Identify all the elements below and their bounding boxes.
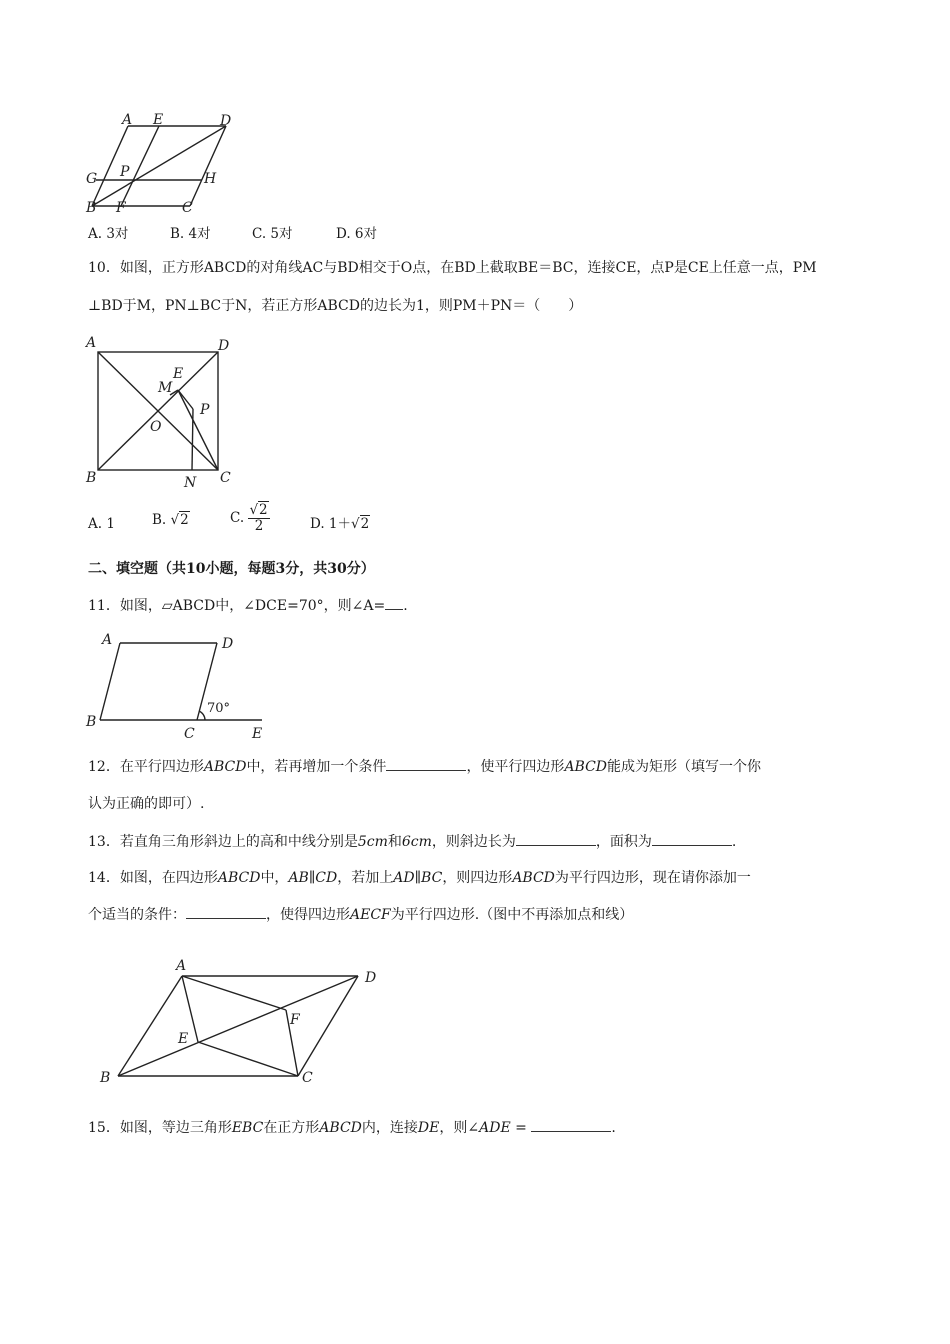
q12-line-1: 12．在平行四边形ABCD中，若再增加一个条件 ，使平行四边形ABCD能成为矩形（填写一个你 [88,759,762,775]
label-A: A [86,335,97,351]
label-M: M [158,380,173,396]
section-heading-fill-in: 二、填空题（共10小题，每题3分，共30分） [88,561,375,577]
label-D: D [222,636,234,652]
figure-q9-parallelogram [82,112,232,214]
label-B: B [86,714,97,730]
q11-text: 11．如图，▱ABCD中，∠DCE=70°，则∠A= . [88,598,408,614]
q10-option-d [310,512,370,532]
q10-option-d-prefix: D. 1＋ [310,516,352,532]
label-G: G [86,171,98,187]
label-A: A [176,958,187,974]
label-D: D [220,113,232,129]
answer-blank[interactable] [652,832,732,846]
label-B: B [86,200,97,214]
q10-option-c [230,503,270,534]
label-A: A [102,632,113,648]
q10-option-a: A. 1 [88,516,115,532]
q14-line-1: 14．如图，在四边形ABCD中，AB∥CD，若加上AD∥BC，则四边形ABCD为平行四边形，现在请你添加一 [88,870,751,886]
label-E: E [173,366,184,382]
answer-blank[interactable] [516,832,596,846]
answer-blank[interactable] [385,596,403,610]
figure-q14-parallelogram [92,954,392,1088]
label-A: A [122,112,133,128]
q9-option-a: A. 3对 [88,226,129,242]
q10-line-1: 10．如图，正方形ABCD的对角线AC与BD相交于O点，在BD上截取BE＝BC，连接CE，点P是CE上任意一点，PM [88,260,817,276]
label-E: E [178,1031,189,1047]
q12-line-2: 认为正确的即可）. [88,796,205,812]
q15-text: 15．如图，等边三角形EBC在正方形ABCD内，连接DE，则∠ADE = . [88,1120,616,1136]
q10-option-b-prefix: B. [152,512,171,528]
label-D: D [218,338,230,354]
angle-70: 70° [207,701,231,716]
label-N: N [184,475,197,491]
label-D: D [365,970,377,986]
label-P: P [200,402,210,418]
answer-blank[interactable] [531,1118,611,1132]
label-P: P [120,164,130,180]
label-F: F [290,1012,300,1028]
label-C: C [182,200,193,214]
q10-option-b [152,512,190,528]
q9-option-d: D. 6对 [336,226,378,242]
q10-option-c-prefix: C. [230,510,249,526]
q9-option-c: C. 5对 [252,226,293,242]
label-E: E [153,112,164,128]
label-C: C [302,1070,313,1086]
label-C: C [184,726,195,742]
parallelogram-symbol: ▱ [161,598,173,614]
answer-blank[interactable] [386,757,466,771]
label-B: B [100,1070,111,1086]
figure-q10-square [80,330,240,492]
figure-q11-parallelogram [82,628,272,744]
label-H: H [204,171,217,187]
label-C: C [220,470,231,486]
label-E: E [252,726,263,742]
label-O: O [150,419,162,435]
label-B: B [86,470,97,486]
answer-blank[interactable] [186,905,266,919]
q14-line-2: 个适当的条件： ，使得四边形AECF为平行四边形.（图中不再添加点和线） [88,907,634,923]
q10-line-2: ⊥BD于M，PN⊥BC于N，若正方形ABCD的边长为1，则PM＋PN＝（ ） [88,298,583,314]
fraction-sqrt2-over-2: $\frac{√2}{2}$ [249,502,268,534]
label-F: F [116,200,126,214]
sqrt-two: √2 [351,516,370,532]
q13-text: 13．若直角三角形斜边上的高和中线分别是5cm和6cm，则斜边长为 ，面积为 . [88,834,737,850]
sqrt-two: √2 [170,512,189,528]
q9-option-b: B. 4对 [170,226,211,242]
